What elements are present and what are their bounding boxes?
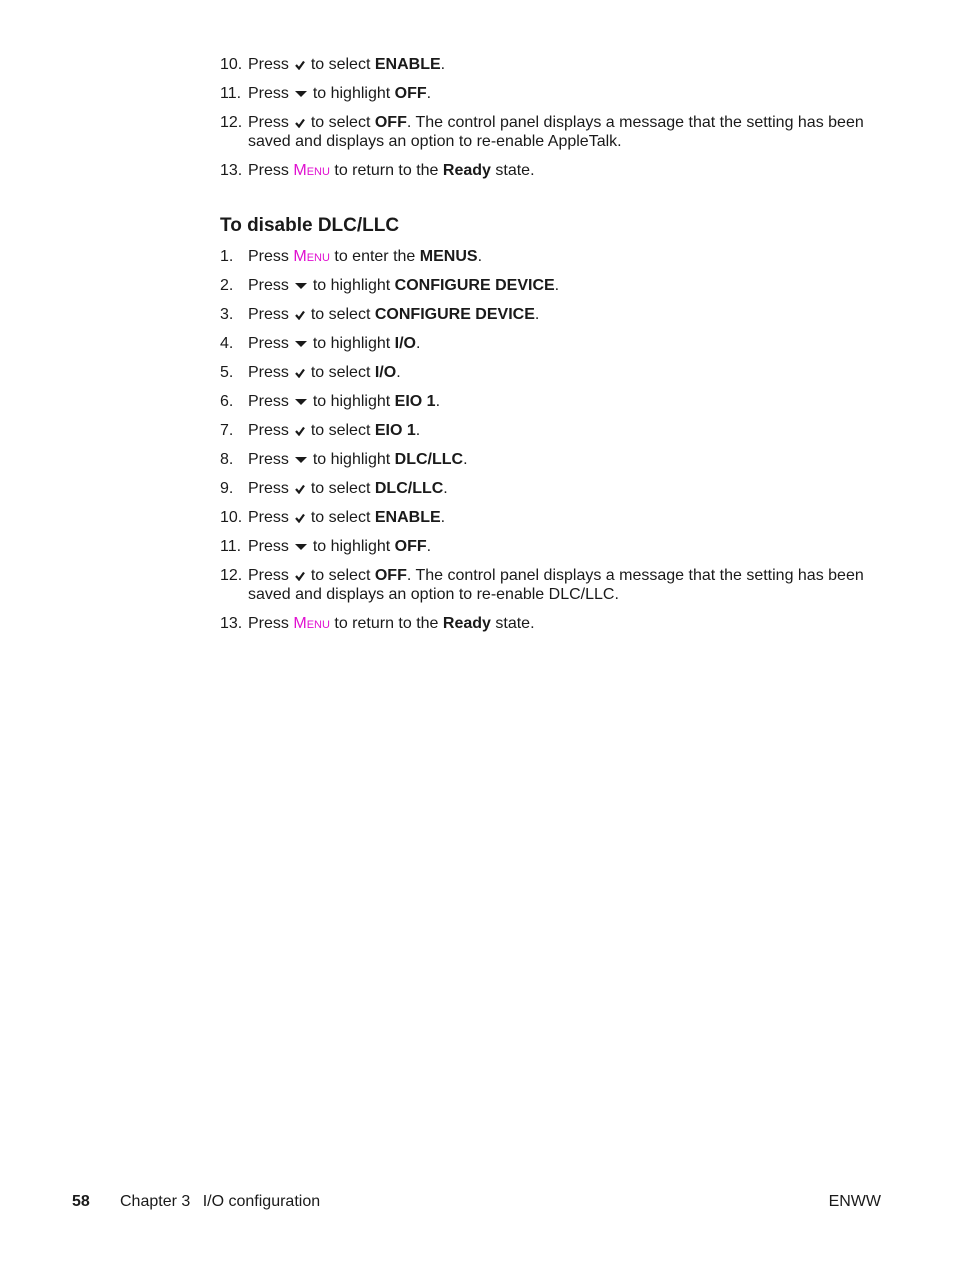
down-arrow-icon bbox=[295, 398, 307, 406]
chapter-number: Chapter 3 bbox=[120, 1193, 191, 1210]
step-text: . bbox=[554, 277, 560, 294]
down-arrow-icon bbox=[295, 282, 307, 290]
step-number: 5. bbox=[220, 364, 234, 381]
step-text: . The control panel displays a message that the setting has been saved and displays an option to re-enable AppleTalk. bbox=[248, 114, 864, 150]
list-item bbox=[220, 113, 880, 151]
step-text: . bbox=[396, 364, 401, 381]
step-text: Press bbox=[248, 306, 289, 323]
step-number: 8. bbox=[220, 451, 234, 468]
step-text: Press bbox=[248, 422, 289, 439]
step-keyword: ENABLE bbox=[374, 509, 441, 526]
menu-key-label: Menu bbox=[293, 162, 330, 179]
step-text: Press bbox=[248, 335, 289, 352]
step-text: . bbox=[443, 480, 448, 497]
step-text: . The control panel displays a message that the setting has been saved and displays an option to re-enable DLC/LLC. bbox=[248, 567, 864, 603]
step-keyword: OFF bbox=[374, 567, 407, 584]
step-text: to return to the bbox=[334, 162, 439, 179]
list-item bbox=[220, 363, 880, 382]
step-number: 10. bbox=[220, 509, 243, 526]
step-text: to select bbox=[310, 422, 371, 439]
step-number: 11. bbox=[220, 85, 242, 102]
step-keyword: OFF bbox=[394, 538, 427, 555]
step-keyword: EIO 1 bbox=[374, 422, 416, 439]
step-text: . bbox=[440, 56, 446, 73]
list-item bbox=[220, 614, 880, 633]
step-keyword: OFF bbox=[374, 114, 407, 131]
menu-key-label: Menu bbox=[293, 248, 330, 265]
step-text: to highlight bbox=[312, 335, 391, 352]
step-keyword: DLC/LLC bbox=[394, 451, 464, 468]
step-list-appletalk bbox=[220, 55, 880, 190]
checkmark-icon bbox=[295, 426, 305, 436]
section-heading: To disable DLC/LLC bbox=[220, 215, 400, 236]
footer-brand: ENWW bbox=[828, 1193, 881, 1210]
list-item bbox=[220, 450, 880, 469]
step-list-dlc-llc bbox=[220, 247, 880, 643]
menu-key-label: Menu bbox=[293, 615, 330, 632]
checkmark-icon bbox=[295, 513, 305, 523]
step-text: Press bbox=[248, 56, 289, 73]
step-keyword: OFF bbox=[394, 85, 427, 102]
step-number: 11. bbox=[220, 538, 242, 555]
step-text: Press bbox=[248, 85, 289, 102]
step-text: Press bbox=[248, 480, 289, 497]
step-text: to select bbox=[310, 567, 371, 584]
step-text: Press bbox=[248, 509, 289, 526]
step-keyword: Ready bbox=[442, 615, 491, 632]
step-text: to highlight bbox=[312, 451, 391, 468]
step-text: . bbox=[477, 248, 483, 265]
step-text: Press bbox=[248, 567, 289, 584]
step-number: 12. bbox=[220, 114, 243, 131]
step-text: to enter the bbox=[334, 248, 416, 265]
checkmark-icon bbox=[295, 60, 305, 70]
list-item bbox=[220, 276, 880, 295]
step-number: 2. bbox=[220, 277, 234, 294]
down-arrow-icon bbox=[295, 456, 307, 464]
list-item bbox=[220, 392, 880, 411]
down-arrow-icon bbox=[295, 90, 307, 98]
step-text: . bbox=[426, 85, 432, 102]
chapter-label bbox=[120, 1192, 328, 1211]
step-text: . bbox=[463, 451, 468, 468]
list-item bbox=[220, 479, 880, 498]
down-arrow-icon bbox=[295, 340, 307, 348]
step-text: to select bbox=[310, 509, 371, 526]
step-text: to highlight bbox=[312, 538, 391, 555]
step-number: 13. bbox=[220, 162, 243, 179]
chapter-title: I/O configuration bbox=[202, 1193, 321, 1210]
checkmark-icon bbox=[295, 368, 305, 378]
down-arrow-icon bbox=[295, 543, 307, 551]
step-keyword: DLC/LLC bbox=[374, 480, 444, 497]
step-keyword: I/O bbox=[374, 364, 397, 381]
step-keyword: I/O bbox=[394, 335, 416, 352]
step-text: to select bbox=[310, 56, 371, 73]
step-text: Press bbox=[248, 162, 289, 179]
step-number: 1. bbox=[220, 248, 234, 265]
step-text: Press bbox=[248, 538, 289, 555]
list-item bbox=[220, 305, 880, 324]
step-text: . bbox=[426, 538, 432, 555]
step-number: 3. bbox=[220, 306, 234, 323]
step-number: 6. bbox=[220, 393, 234, 410]
list-item bbox=[220, 84, 880, 103]
list-item bbox=[220, 421, 880, 440]
step-text: . bbox=[416, 335, 421, 352]
step-text: Press bbox=[248, 615, 289, 632]
step-keyword: EIO 1 bbox=[394, 393, 436, 410]
step-text: to highlight bbox=[312, 85, 391, 102]
step-number: 10. bbox=[220, 56, 243, 73]
step-text: . bbox=[415, 422, 421, 439]
step-keyword: MENUS bbox=[419, 248, 478, 265]
step-text: Press bbox=[248, 277, 289, 294]
step-text: Press bbox=[248, 451, 289, 468]
step-keyword: CONFIGURE DEVICE bbox=[374, 306, 535, 323]
step-text: Press bbox=[248, 364, 289, 381]
step-keyword: Ready bbox=[442, 162, 491, 179]
step-text: state. bbox=[495, 615, 535, 632]
list-item bbox=[220, 334, 880, 353]
checkmark-icon bbox=[295, 310, 305, 320]
page-number: 58 bbox=[72, 1193, 90, 1210]
list-item bbox=[220, 247, 880, 266]
list-item bbox=[220, 508, 880, 527]
list-item bbox=[220, 161, 880, 180]
step-keyword: ENABLE bbox=[374, 56, 441, 73]
step-text: Press bbox=[248, 114, 289, 131]
list-item bbox=[220, 537, 880, 556]
checkmark-icon bbox=[295, 118, 305, 128]
step-text: to select bbox=[310, 480, 371, 497]
checkmark-icon bbox=[295, 484, 305, 494]
step-number: 7. bbox=[220, 422, 234, 439]
step-text: to select bbox=[310, 306, 371, 323]
step-text: Press bbox=[248, 248, 289, 265]
step-number: 12. bbox=[220, 567, 243, 584]
step-text: to return to the bbox=[334, 615, 439, 632]
step-number: 4. bbox=[220, 335, 234, 352]
step-text: Press bbox=[248, 393, 289, 410]
step-text: to highlight bbox=[312, 393, 391, 410]
step-number: 13. bbox=[220, 615, 243, 632]
list-item bbox=[220, 55, 880, 74]
step-text: . bbox=[435, 393, 441, 410]
checkmark-icon bbox=[295, 571, 305, 581]
step-text: to highlight bbox=[312, 277, 391, 294]
step-keyword: CONFIGURE DEVICE bbox=[394, 277, 555, 294]
step-text: to select bbox=[310, 364, 371, 381]
step-text: state. bbox=[495, 162, 535, 179]
step-text: . bbox=[534, 306, 540, 323]
list-item bbox=[220, 566, 880, 604]
step-number: 9. bbox=[220, 480, 234, 497]
step-text: to select bbox=[310, 114, 371, 131]
step-text: . bbox=[440, 509, 446, 526]
